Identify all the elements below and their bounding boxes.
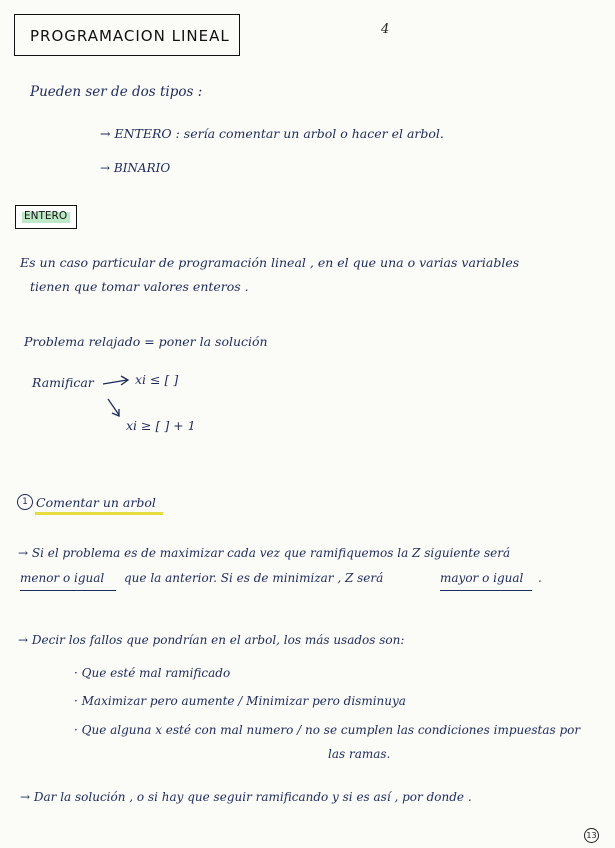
page-number: 4 <box>381 22 390 37</box>
entero-tag-label: ENTERO <box>24 210 68 222</box>
section-title-highlight <box>35 512 163 515</box>
section-number-circle: 1 <box>17 494 33 510</box>
section-title: Comentar un arbol <box>36 495 156 510</box>
p1-end: . <box>538 571 542 585</box>
underline-2 <box>440 590 532 591</box>
branch-le: xi ≤ [ ] <box>135 372 179 387</box>
bullet-2: · Maximizar pero aumente / Minimizar pero disminuya <box>74 694 406 708</box>
entero-desc-2: tienen que tomar valores enteros . <box>30 279 249 294</box>
p1-mid: que la anterior. Si es de minimizar , Z será <box>124 571 384 585</box>
ramificar-label: Ramificar <box>32 375 94 390</box>
bullet-3-cont: las ramas. <box>328 747 391 761</box>
p1-underlined-2: mayor o igual <box>440 571 524 585</box>
bullet-3: · Que alguna x esté con mal numero / no se cumplen las condiciones impuestas por <box>74 723 581 737</box>
type-entero: → ENTERO : sería comentar un arbol o hacer el arbol. <box>100 126 444 141</box>
p3-line: → Dar la solución , o si hay que seguir ramificando y si es así , por donde . <box>20 790 472 804</box>
type-binario: → BINARIO <box>100 161 171 175</box>
problema-relajado: Problema relajado = poner la solución <box>24 334 268 349</box>
p1-underlined-1: menor o igual <box>20 571 105 585</box>
entero-desc-1: Es un caso particular de programación lineal , en el que una o varias variables <box>20 255 520 270</box>
bullet-1: · Que esté mal ramificado <box>74 666 231 680</box>
footer-page-number: 13 <box>584 828 599 843</box>
p1-line1: → Si el problema es de maximizar cada vez que ramifiquemos la Z siguiente será <box>18 546 511 560</box>
branch-ge: xi ≥ [ ] + 1 <box>126 418 196 433</box>
p2-line: → Decir los fallos que pondrían en el arbol, los más usados son: <box>18 633 405 647</box>
intro-text: Pueden ser de dos tipos : <box>30 84 203 100</box>
page-title: PROGRAMACION LINEAL <box>30 27 230 45</box>
underline-1 <box>20 590 116 591</box>
